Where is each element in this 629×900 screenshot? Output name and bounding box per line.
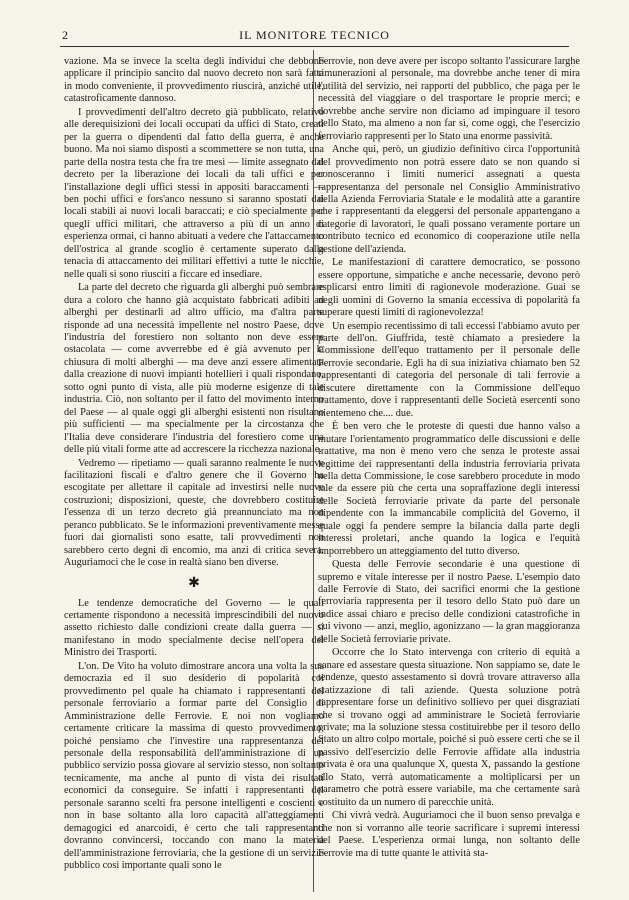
paragraph: vazione. Ma se invece la scelta degli individui che debbono applicare il principio sancito dal nuovo decreto non sarà fatta in modo conveniente, il provvedimento riuscirà, anziché utile, catastroficamente dannoso. <box>64 56 324 105</box>
paragraph: Questa delle Ferrovie secondarie è una questione di supremo e vitale interesse per il nostro Paese. L'esempio dato dalle Ferrovie di Stato, dei sacrifici enormi che la gestione ferroviaria rappresenta per il tesoro dello Stato può dare un indice assai chiaro e preciso delle condizioni catastrofiche in cui vivono — anzi, meglio, agonizzano — la gran maggioranza delle Società ferroviarie private. <box>318 559 580 645</box>
paragraph: Le tendenze democratiche del Governo — le quali certamente rispondono a necessità imprescindibili del nuovo assetto richiesto dalle condizioni create dalla guerra — si manifestano in modo specialmente decise nell'opera del Ministro dei Trasporti. <box>64 597 324 659</box>
paragraph: Ferrovie, non deve avere per iscopo soltanto l'assicurare larghe rimunerazioni al personale, ma dovrebbe anche tener di mira l'utilità del servizio, nei rapporti del pubblico, che paga per le necessità del viaggiare o del trasportare le proprie merci; e dovrebbe anche servire non diciamo ad impinguare il tesoro dello Stato, ma almeno a non far sì, come oggi, che l'esercizio ferroviario rappresenti per lo Stato una enorme passività. <box>318 56 580 142</box>
paragraph: Le manifestazioni di carattere democratico, se possono essere opportune, simpatiche e anche necessarie, devono però esplicarsi entro limiti di ragionevole moderazione. Guai se negli uomini di Governo la smania eccessiva di popolarità fa superare questi limiti di ragionevolezza! <box>318 257 580 319</box>
paragraph: È ben vero che le proteste di questi due hanno valso a mutare l'orientamento programmatico delle discussioni e delle trattative, ma non è meno vero che senza le proteste assai legittime dei rappresentanti della industria ferroviaria privata nella detta Commissione, le cose sarebbero procedute in modo tale da essere più che certa una sopraffazione degli interessi delle Società ferroviarie private da parte del personale dipendente con la immancabile complicità del Governo, il quale oggi fa pendere sempre la bilancia dalla parte degli interessi proletari, anche quando la logica e l'equità imporrebbero un atteggiamento del tutto diverso. <box>318 421 580 557</box>
paragraph: Occorre che lo Stato intervenga con criterio di equità a sanare ed assestare questa situazione. Non sappiamo se, date le tendenze, questo assestamento si dovrà trovare attraverso alla statizzazione di tali aziende. Questa soluzione potrà rappresentare forse un definitivo sollievo per quei disgraziati che si trovano oggi ad amministrare le Società ferroviarie private; ma la soluzione stessa costituirebbe per il tesoro dello Stato un altro colpo mortale, poiché si può essere certi che se il passivo dell'esercizio delle Ferrovie affidate alla industria privata è ora una qualunque X, questa X, passando la gestione allo Stato, verrà automaticamente a moltiplicarsi per un parametro che potrà essere variabile, ma che certamente sarà costituito da un numero di parecchie unità. <box>318 647 580 808</box>
paragraph: L'on. De Vito ha voluto dimostrare ancora una volta la sua democrazia ed il suo desiderio di popolarità coi provvedimento pel quale ha chiamato i rappresentanti del personale ferroviario a formar parte del Consiglio di Amministrazione delle Ferrovie. E noi non vogliamo certamente criticare la massima di questo provvedimento, poiché pensiamo che l'investire una rappresentanza del personale della responsabilità dell'amministrazione di un pubblico servizio possa giovare al servizio stesso, non soltanto tecnicamente, ma anche al punto di vista dei risultati economici da conseguire. Se infatti i rappresentanti del personale saranno scelti fra persone intelligenti e coscienti e non in base soltanto alla loro capacità all'atteggiamenti demagogici ed anarcoidi, è certo che tali rappresentanti dovranno convincersi, toccando con mano la materia dell'amministrazione ferroviaria, che la gestione di un servizio pubblico così importante quali sono le <box>64 660 324 872</box>
right-column <box>318 56 580 892</box>
paragraph: Vedremo — ripetiamo — quali saranno realmente le nuove facilitazioni fiscali e d'altro genere che il Governo ha escogitate per allettare il capitale ad investirsi nelle nuove costruzioni; disposizioni, queste, che dovrebbero costituire l'essenza di un terzo decreto già preannunciato ma non peranco pubblicato. Se le informazioni preventivamente messe fuori dai giornalisti sono esatte, tali provvedimenti non sarebbero certo degni di encomio, ma anzi di critica severa. Auguriamoci che le cose in realtà siano ben diverse. <box>64 457 324 569</box>
paragraph: Un esempio recentissimo di tali eccessi l'abbiamo avuto per parte dell'on. Giuffrida, testè chiamato a presiedere la Commissione dell'equo trattamento per il personale delle Ferrovie secondarie. Egli ha di sua iniziativa chiamato ben 52 rappresentanti di categoria del personale di tali ferrovie a discutere direttamente con la Commissione dell'equo trattamento, dove i rappresentanti delle Società esercenti sono nientemeno che.... due. <box>318 320 580 419</box>
page-header <box>60 26 569 48</box>
paragraph: Anche qui, però, un giudizio definitivo circa l'opportunità del provvedimento non potrà essere dato se non quando si conosceranno i limiti numerici assegnati a questa rappresentanza del personale nel Consiglio Amministrativo della Azienda Ferroviaria Statale e le modalità atte a garantire che i rappresentanti da eleggersi del personale appartengano a categorie di lavoratori, le quali possano veramente portare un contributo tecnico ed economico di cooperazione utile nella gestione dell'azienda. <box>318 144 580 255</box>
section-asterism: ✱ <box>188 575 200 591</box>
paragraph: La parte del decreto che riguarda gli alberghi può sembrare dura a coloro che hanno già acquistato fabbricati adibiti ad alberghi per destinarli ad altro ufficio, ma d'altra parte risponde ad una necessità impellente nel nostro Paese, dove l'industria del forestiero non soltanto non deve essere ostacolata — come avverrebbe ed è già avvenuto per la chiusura di molti alberghi — ma deve anzi essere alimentata dalla creazione di nuovi impianti hotellieri i quali rispondano, sotto ogni punto di vista, alle più moderne esigenze di tale industria. Ciò, non soltanto per il fatto del movimento interno del Paese — al quale oggi gli alberghi esistenti non risultano più sufficienti — ma specialmente per la circostanza che l'Italia deve considerare l'industria del forestiero come una delle più vitali forme atte ad accrescere la ricchezza nazionale. <box>64 282 324 456</box>
paragraph: Chi vivrà vedrà. Auguriamoci che il buon senso prevalga e che non si vorranno alle teorie sacrificare i supremi interessi del Paese. L'esperienza ormai lunga, non soltanto delle Ferrovie ma di tutte quante le attività sta- <box>318 810 580 859</box>
page-number: 2 <box>62 28 68 42</box>
left-column <box>64 56 324 892</box>
header-rule <box>60 46 569 47</box>
paragraph: I provvedimenti dell'altro decreto già pubblicato, relativo alle derequisizioni dei locali occupati da uffici di Stato, creati per la guerra o dipendenti dal fatto della guerra, è anche buono. Ma noi siamo disposti a scommettere se non tutta, una parte della nostra testa che fra tre mesi — limite assegnato dal decreto per la liberazione dei locali da tali uffici e per l'installazione degli uffici stessi in appositi baraccamenti — ben pochi uffici e fors'anco nessuno si saranno spostati dai locali stabili ai nuovi locali baraccati; e ciò specialmente per quegli uffici militari, che attraverso a più di un anno di esperienza ormai, ci hanno abituati a vedere che l'attaccamento dell'ostrica al grande scoglio è certamente superato dalla tenacia di attaccamento dei militari effettivi a tutte le nicchie, nelle quali si sono riusciti a ficcare ed insediare. <box>64 106 324 280</box>
running-title: IL MONITORE TECNICO <box>239 28 390 42</box>
